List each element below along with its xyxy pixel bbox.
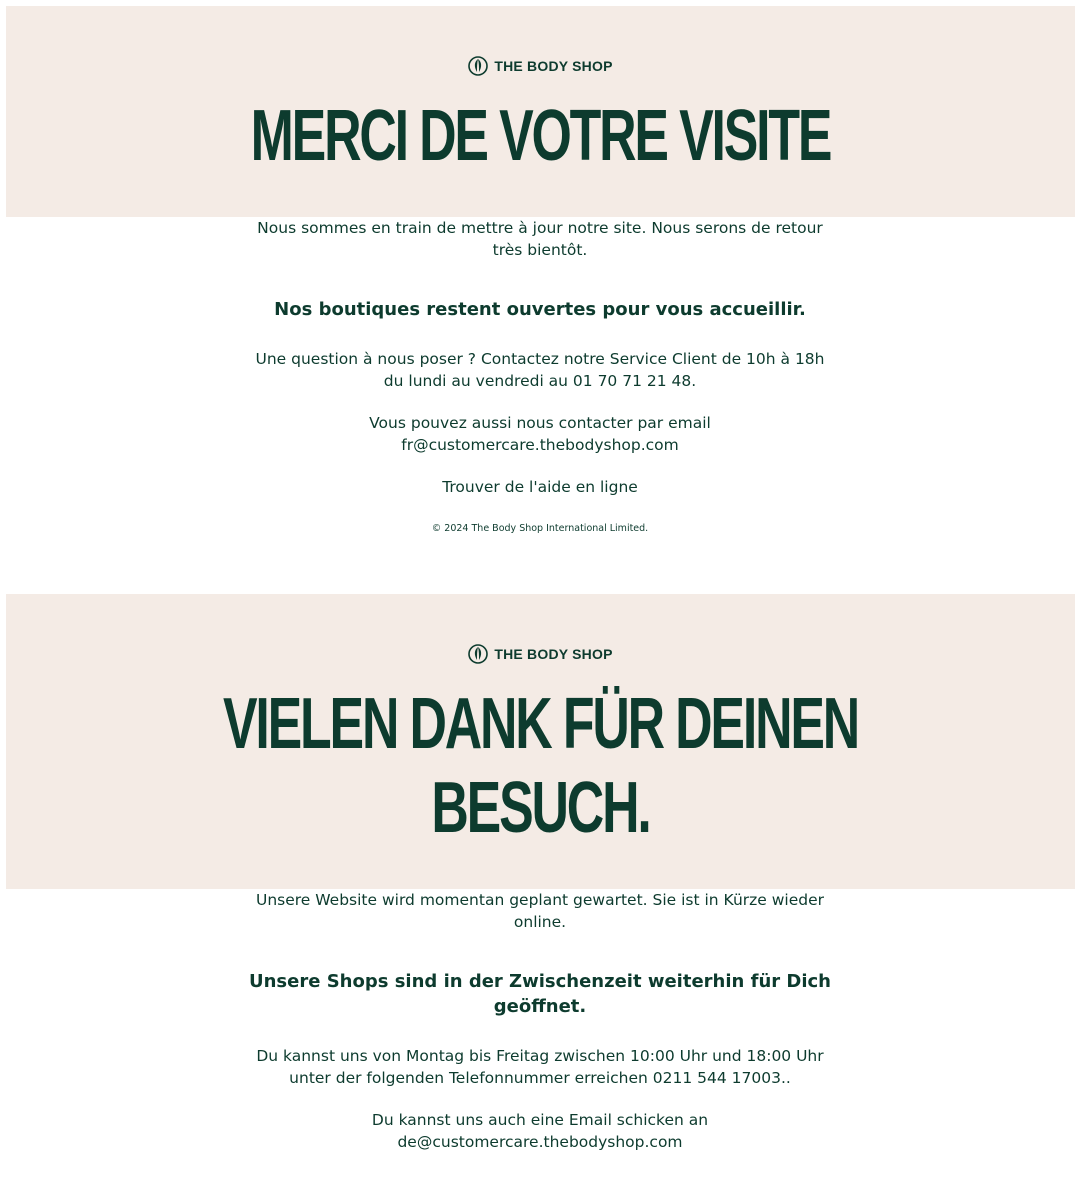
hero-banner-de [6, 594, 1075, 889]
stores-line-2: geöffnet. [493, 996, 587, 1017]
hero-banner-fr [6, 6, 1075, 217]
title-line-2: BESUCH. [431, 768, 650, 848]
leaf-globe-icon [468, 644, 488, 664]
leaf-globe-icon [468, 56, 488, 76]
stores-open-heading-fr: Nos boutiques restent ouvertes pour vous accueillir. [274, 299, 806, 320]
intro-line-2: très bientôt. [492, 241, 588, 259]
service-line-2: du lundi au vendredi au 01 70 71 21 48. [383, 372, 697, 390]
stores-line-1: Unsere Shops sind in der Zwischenzeit weiterhin für Dich [249, 971, 831, 992]
email-link-de[interactable]: de@customercare.thebodyshop.com [397, 1133, 683, 1151]
page-title-fr: MERCI DE VOTRE VISITE [250, 96, 831, 176]
email-text-de [0, 1109, 1080, 1153]
email-text-fr [0, 412, 1080, 456]
intro-line-1: Unsere Website wird momentan geplant gewartet. Sie ist in Kürze wieder [255, 891, 825, 909]
email-link-fr[interactable]: fr@customercare.thebodyshop.com [401, 436, 679, 454]
intro-line-1: Nous sommes en train de mettre à jour notre site. Nous serons de retour [257, 219, 823, 237]
service-line-1: Du kannst uns von Montag bis Freitag zwischen 10:00 Uhr und 18:00 Uhr [256, 1047, 824, 1065]
email-line-1: Vous pouvez aussi nous contacter par email [369, 414, 711, 432]
service-text-de [0, 1045, 1080, 1089]
copyright: © 2024 The Body Shop International Limited. [431, 523, 649, 534]
stores-open-heading-de [0, 969, 1080, 1019]
service-text-fr [0, 348, 1080, 392]
brand-name: THE BODY SHOP [494, 646, 613, 662]
brand-name: THE BODY SHOP [494, 58, 613, 74]
help-link-fr[interactable]: Trouver de l'aide en ligne [442, 478, 638, 496]
intro-text-de [0, 889, 1080, 933]
page-title-de [156, 682, 926, 850]
service-line-2: unter der folgenden Telefonnummer erreichen 0211 544 17003.. [289, 1069, 791, 1087]
intro-text-fr [0, 217, 1080, 261]
brand-logo-fr [6, 56, 1075, 76]
title-line-1: VIELEN DANK FÜR DEINEN [222, 684, 859, 764]
brand-logo-de [6, 644, 1075, 664]
help-text-fr [0, 476, 1080, 498]
service-line-1: Une question à nous poser ? Contactez notre Service Client de 10h à 18h [255, 350, 825, 368]
email-line-1: Du kannst uns auch eine Email schicken an [371, 1111, 709, 1129]
intro-line-2: online. [513, 913, 567, 931]
